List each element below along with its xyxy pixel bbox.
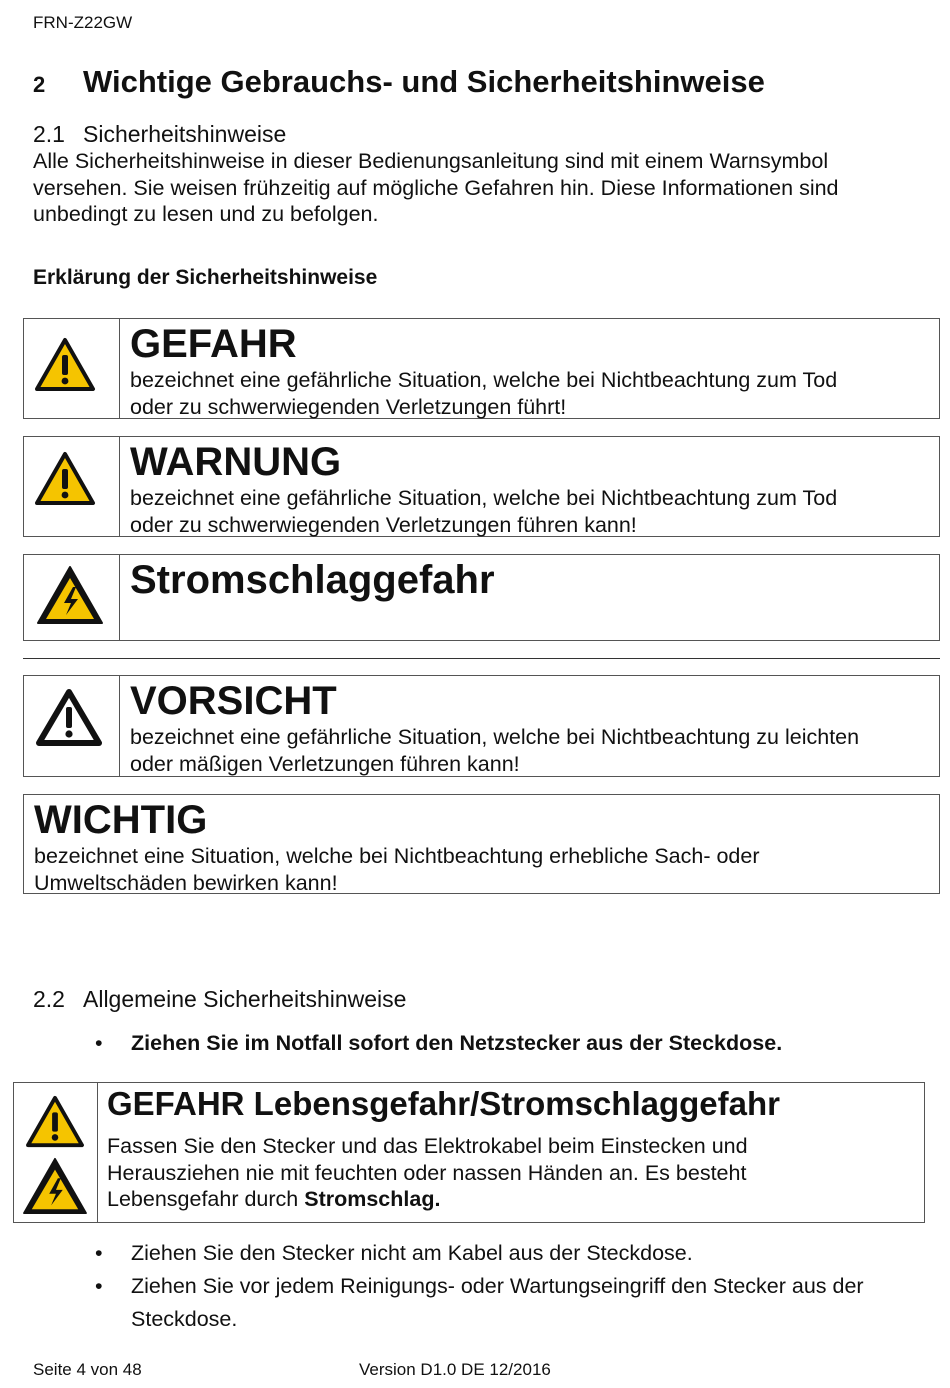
list-item-text: Ziehen Sie den Stecker nicht am Kabel aus der Steckdose. <box>131 1241 693 1265</box>
section-title: Wichtige Gebrauchs- und Sicherheitshinweise <box>83 64 765 99</box>
danger-line: Fassen Sie den Stecker und das Elektrokabel beim Einstecken und <box>107 1134 748 1158</box>
description-line: bezeichnet eine gefährliche Situation, welche bei Nichtbeachtung zu leichten <box>130 725 860 749</box>
description-line: Umweltschäden bewirken kann! <box>34 870 338 895</box>
list-item-text <box>131 1270 925 1336</box>
signal-description <box>130 367 929 420</box>
bullet-symbol: • <box>95 1274 103 1298</box>
subsection-title: Allgemeine Sicherheitshinweise <box>83 986 407 1012</box>
signal-description <box>130 485 929 538</box>
signal-description <box>130 724 929 777</box>
signal-word-warnung: WARNUNG <box>130 440 342 484</box>
subsection-title: Sicherheitshinweise <box>83 121 287 147</box>
warning-yellow-icon <box>34 451 96 507</box>
warnung-box <box>23 436 940 537</box>
danger-electric-box <box>13 1082 925 1223</box>
danger-line <box>107 1186 916 1213</box>
document-model-header: FRN-Z22GW <box>33 13 133 32</box>
description-line: oder mäßigen Verletzungen führen kann! <box>130 751 520 776</box>
description-line: oder zu schwerwiegenden Verletzungen führen kann! <box>130 512 637 537</box>
gefahr-box <box>23 318 940 419</box>
list-item-line: Steckdose. <box>131 1307 238 1331</box>
vorsicht-box <box>23 675 940 777</box>
signal-description <box>34 843 929 896</box>
danger-box-text <box>107 1133 916 1213</box>
subsection-number: 2.2 <box>33 986 65 1012</box>
list-item <box>95 1237 925 1270</box>
subsection-heading-2-1 <box>33 121 286 148</box>
stromschlag-box <box>23 554 940 641</box>
icon-cell <box>24 437 120 536</box>
document-version: Version D1.0 DE 12/2016 <box>359 1360 551 1379</box>
subsection-number: 2.1 <box>33 121 65 147</box>
signal-word-wichtig: WICHTIG <box>34 798 208 842</box>
signal-word-vorsicht: VORSICHT <box>130 679 337 723</box>
icon-cell <box>14 1083 98 1222</box>
icon-cell <box>24 676 120 776</box>
danger-line: Herausziehen nie mit feuchten oder nassen Händen an. Es besteht <box>107 1160 747 1185</box>
caution-outline-icon <box>36 688 102 746</box>
danger-line-bold: Stromschlag. <box>304 1187 441 1211</box>
bullet-symbol: • <box>95 1031 103 1055</box>
electric-shock-icon <box>36 565 104 625</box>
wichtig-box <box>23 794 940 894</box>
danger-line-plain: Lebensgefahr durch <box>107 1187 305 1211</box>
warning-yellow-icon <box>25 1095 85 1149</box>
icon-cell <box>24 319 120 418</box>
signal-word-stromschlaggefahr: Stromschlaggefahr <box>130 558 495 602</box>
bullet-symbol: • <box>95 1241 103 1265</box>
paragraph-line: Alle Sicherheitshinweise in dieser Bedienungsanleitung sind mit einem Warnsymbol <box>33 149 829 173</box>
description-line: bezeichnet eine gefährliche Situation, welche bei Nichtbeachtung zum Tod <box>130 368 838 392</box>
page-number: Seite 4 von 48 <box>33 1360 142 1379</box>
section-number: 2 <box>33 72 46 97</box>
warning-yellow-icon <box>34 337 96 393</box>
electric-shock-icon <box>22 1157 88 1215</box>
paragraph-line: versehen. Sie weisen frühzeitig auf mögliche Gefahren hin. Diese Informationen sind <box>33 175 839 200</box>
danger-box-title: GEFAHR Lebensgefahr/Stromschlaggefahr <box>107 1085 780 1122</box>
description-line: oder zu schwerwiegenden Verletzungen führt! <box>130 394 567 419</box>
signal-word-gefahr: GEFAHR <box>130 322 297 366</box>
list-item <box>95 1270 925 1336</box>
explanation-title: Erklärung der Sicherheitshinweise <box>33 266 378 289</box>
description-line: bezeichnet eine Situation, welche bei Nichtbeachtung erhebliche Sach- oder <box>34 844 760 868</box>
icon-cell <box>24 555 120 640</box>
list-item-line: Ziehen Sie vor jedem Reinigungs- oder Wartungseingriff den Stecker aus der <box>131 1274 864 1298</box>
description-line: bezeichnet eine gefährliche Situation, welche bei Nichtbeachtung zum Tod <box>130 486 838 510</box>
intro-paragraph <box>33 148 913 228</box>
list-item <box>95 1027 925 1060</box>
list-item-text: Ziehen Sie im Notfall sofort den Netzstecker aus der Steckdose. <box>131 1031 783 1055</box>
paragraph-line: unbedingt zu lesen und zu befolgen. <box>33 202 379 226</box>
section-heading <box>33 64 765 100</box>
subsection-heading-2-2 <box>33 986 406 1013</box>
horizontal-divider <box>23 658 940 659</box>
